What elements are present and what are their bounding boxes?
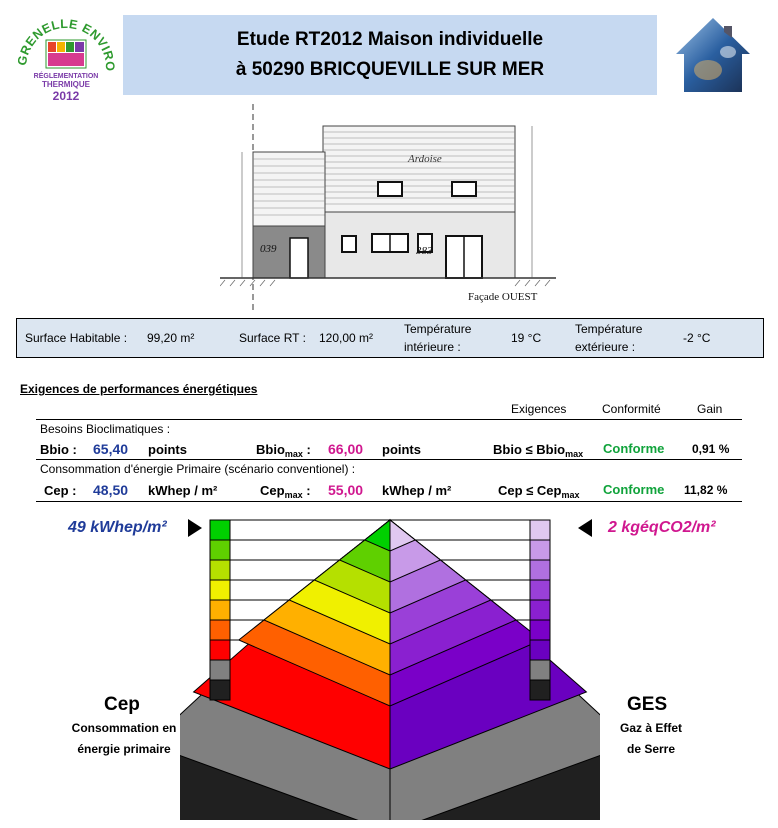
col-exigences: Exigences xyxy=(511,402,567,416)
cep-scale-square-0 xyxy=(210,520,230,540)
facade-caption: Façade OUEST xyxy=(468,291,538,303)
room-left-label: 039 xyxy=(260,243,277,255)
title-line-2: à 50290 BRICQUEVILLE SUR MER xyxy=(235,59,545,80)
ges-scale-square-8 xyxy=(530,680,550,700)
divider-top xyxy=(36,419,742,420)
temp-int-label-1: Température xyxy=(404,322,472,336)
cep-scale-square-1 xyxy=(210,540,230,560)
cep-scale-square-6 xyxy=(210,640,230,660)
room-right-label: 383 xyxy=(416,245,433,257)
house-globe-icon xyxy=(668,12,758,98)
ges-caption: Gaz à Effet de Serre xyxy=(619,721,682,756)
divider-bottom xyxy=(36,501,742,502)
cep-rule: Cep ≤ Cep$_{max}$ xyxy=(498,483,580,500)
surface-rt-label: Surface RT : xyxy=(239,331,306,345)
cep-value-display: 49 kWhep/m² xyxy=(68,519,167,536)
cepmax-value: 55,00 xyxy=(328,482,364,498)
logo-year: 2012 xyxy=(52,89,80,103)
ges-scale-square-2 xyxy=(530,560,550,580)
ges-scale-square-7 xyxy=(530,660,550,680)
col-conformite: Conformité xyxy=(602,402,661,416)
logo-arc-text: GRENELLE ENVIRO xyxy=(14,16,118,72)
ges-scale-square-1 xyxy=(530,540,550,560)
bbio-rule: Bbio ≤ Bbio$_{max}$ xyxy=(493,442,584,459)
bbiomax-label: Bbio$_{max}$ : xyxy=(256,442,311,459)
cep-label: Cep : xyxy=(44,483,77,498)
cep-scale-square-2 xyxy=(210,560,230,580)
ges-scale-square-5 xyxy=(530,620,550,640)
cep-title: Cep xyxy=(104,694,140,715)
temp-int-value: 19 °C xyxy=(511,331,542,345)
divider-middle xyxy=(36,459,742,460)
bbio-label: Bbio : xyxy=(40,442,77,457)
surface-hab-label: Surface Habitable : xyxy=(25,331,128,345)
ges-title: GES xyxy=(627,694,668,715)
info-bar xyxy=(16,318,764,358)
temp-ext-label-2: extérieure : xyxy=(575,340,636,354)
roof-label: Ardoise xyxy=(408,153,442,165)
temp-ext-value: -2 °C xyxy=(683,331,711,345)
cep-conformity: Conforme xyxy=(603,482,665,497)
ges-scale-square-4 xyxy=(530,600,550,620)
title-line-1: Etude RT2012 Maison individuelle xyxy=(236,29,544,50)
temp-ext-label-1: Température xyxy=(575,322,643,336)
bbio-unit: points xyxy=(148,442,187,457)
facade-drawing xyxy=(220,104,556,312)
cep-gain: 11,82 % xyxy=(684,483,728,497)
besoins-label: Besoins Bioclimatiques : xyxy=(40,422,171,436)
cep-caption: Consommation en énergie primaire xyxy=(71,721,177,756)
ges-scale-square-0 xyxy=(530,520,550,540)
col-gain: Gain xyxy=(697,402,723,416)
section-title: Exigences de performances énergétiques xyxy=(20,382,258,396)
surface-rt-value: 120,00 m² xyxy=(319,331,374,345)
cep-scale-square-7 xyxy=(210,660,230,680)
bbio-value: 65,40 xyxy=(93,441,129,457)
cep-scale-square-4 xyxy=(210,600,230,620)
ges-scale-square-6 xyxy=(530,640,550,660)
bbio-gain: 0,91 % xyxy=(692,442,730,456)
conso-label: Consommation d'énergie Primaire (scénario conventionel) : xyxy=(40,462,356,476)
cep-scale-square-5 xyxy=(210,620,230,640)
cepmax-label: Cep$_{max}$ : xyxy=(260,483,311,500)
temp-int-label-2: intérieure : xyxy=(404,340,461,354)
cep-scale-square-3 xyxy=(210,580,230,600)
logo-line2: THERMIQUE xyxy=(42,80,90,89)
bbiomax-value: 66,00 xyxy=(328,441,364,457)
cep-value: 48,50 xyxy=(93,482,129,498)
bbio-conformity: Conforme xyxy=(603,441,665,456)
cep-scale-square-8 xyxy=(210,680,230,700)
cep-unit: kWhep / m² xyxy=(148,483,218,498)
cepmax-unit: kWhep / m² xyxy=(382,483,452,498)
logo-line1: RÉGLEMENTATION xyxy=(33,73,99,80)
title-box xyxy=(123,15,657,95)
surface-hab-value: 99,20 m² xyxy=(147,331,195,345)
bbiomax-unit: points xyxy=(382,442,421,457)
ges-value-display: 2 kgéqCO2/m² xyxy=(608,519,716,536)
grenelle-logo xyxy=(12,10,120,106)
ges-scale-square-3 xyxy=(530,580,550,600)
energy-pyramid xyxy=(180,510,600,820)
